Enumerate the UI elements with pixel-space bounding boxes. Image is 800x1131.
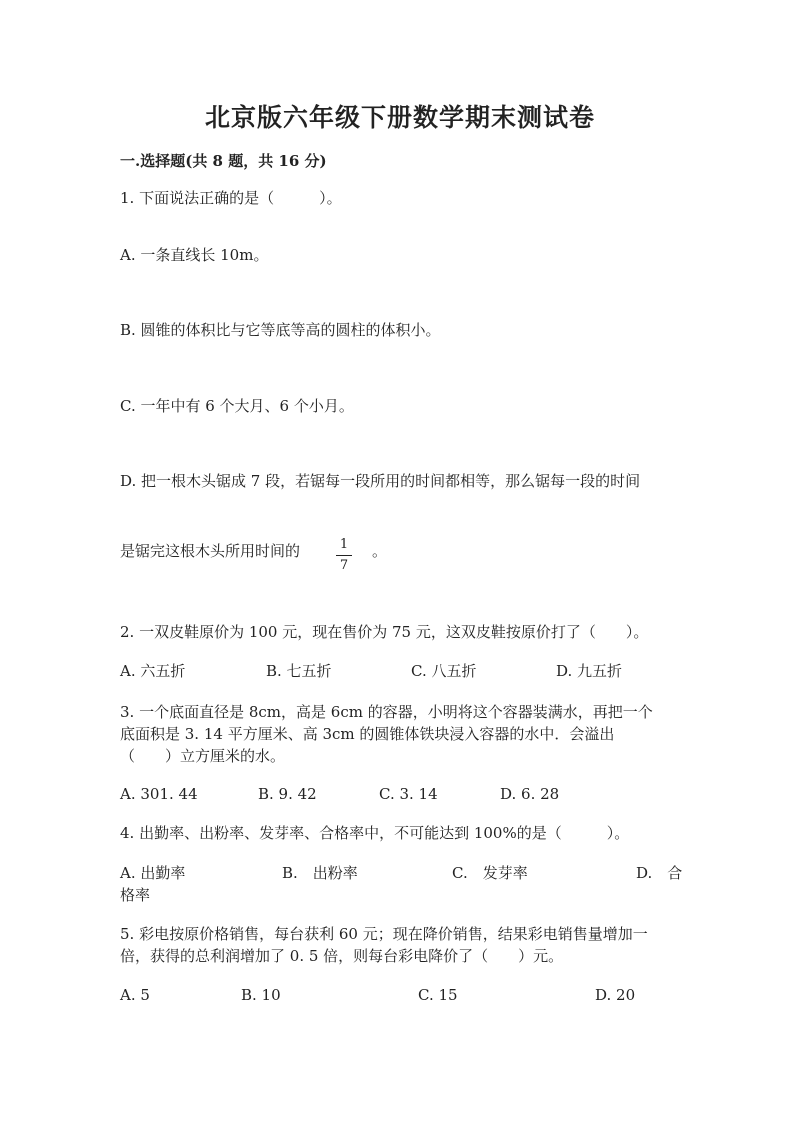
- question-1-option-c: C. 一年中有 6 个大月、6 个小月。: [120, 397, 354, 415]
- fraction-one-seventh: [336, 537, 352, 574]
- fraction-numerator: 1: [339, 537, 349, 552]
- fraction-denominator: 7: [339, 558, 349, 573]
- question-4-option-d-wrap: 格率: [120, 886, 151, 904]
- question-3-option-b: B. 9. 42: [258, 785, 317, 803]
- question-5-option-d: D. 20: [595, 986, 636, 1004]
- question-1-option-d-end: 。: [372, 542, 388, 560]
- question-3-stem-line-3: （ ）立方厘米的水。: [120, 747, 286, 765]
- page-title: 北京版六年级下册数学期末测试卷: [204, 103, 595, 132]
- section-heading: 一.选择题(共 8 题，共 16 分): [120, 152, 327, 170]
- question-5-stem-line-1: 5. 彩电按原价格销售，每台获利 60 元；现在降价销售，结果彩电销售量增加一: [120, 925, 648, 943]
- question-1-option-b: B. 圆锥的体积比与它等底等高的圆柱的体积小。: [120, 321, 441, 339]
- question-3-option-c: C. 3. 14: [379, 785, 438, 803]
- question-3-stem-line-1: 3. 一个底面直径是 8cm，高是 6cm 的容器，小明将这个容器装满水，再把一个: [120, 703, 653, 721]
- question-3-option-d: D. 6. 28: [500, 785, 560, 803]
- question-4-option-d: D. 合: [636, 864, 683, 882]
- question-3-stem-line-2: 底面积是 3. 14 平方厘米、高 3cm 的圆锥体铁块浸入容器的水中．会溢出: [120, 725, 615, 743]
- question-5-option-a: A. 5: [120, 986, 150, 1004]
- question-2-option-b: B. 七五折: [266, 662, 332, 680]
- question-2-option-c: C. 八五折: [411, 662, 477, 680]
- question-3-option-a: A. 301. 44: [120, 785, 198, 803]
- question-1-option-d: D. 把一根木头锯成 7 段，若锯每一段所用的时间都相等，那么锯每一段的时间: [120, 472, 641, 490]
- question-4-option-c: C. 发芽率: [452, 864, 528, 882]
- question-2-option-d: D. 九五折: [556, 662, 623, 680]
- question-5-option-c: C. 15: [418, 986, 458, 1004]
- question-4-option-b: B. 出粉率: [282, 864, 358, 882]
- question-1-option-d-continuation: 是锯完这根木头所用时间的: [120, 542, 301, 560]
- question-2-stem: 2. 一双皮鞋原价为 100 元，现在售价为 75 元，这双皮鞋按原价打了（ ）。: [120, 623, 649, 641]
- question-1-stem: 1. 下面说法正确的是（ ）。: [120, 189, 342, 207]
- question-4-stem: 4. 出勤率、出粉率、发芽率、合格率中，不可能达到 100%的是（ ）。: [120, 824, 630, 842]
- question-4-option-a: A. 出勤率: [120, 864, 186, 882]
- question-5-option-b: B. 10: [241, 986, 281, 1004]
- question-1-option-a: A. 一条直线长 10m。: [120, 246, 269, 264]
- question-5-stem-line-2: 倍，获得的总利润增加了 0. 5 倍，则每台彩电降价了（ ）元。: [120, 947, 564, 965]
- question-2-option-a: A. 六五折: [120, 662, 186, 680]
- fraction-bar: [336, 555, 352, 556]
